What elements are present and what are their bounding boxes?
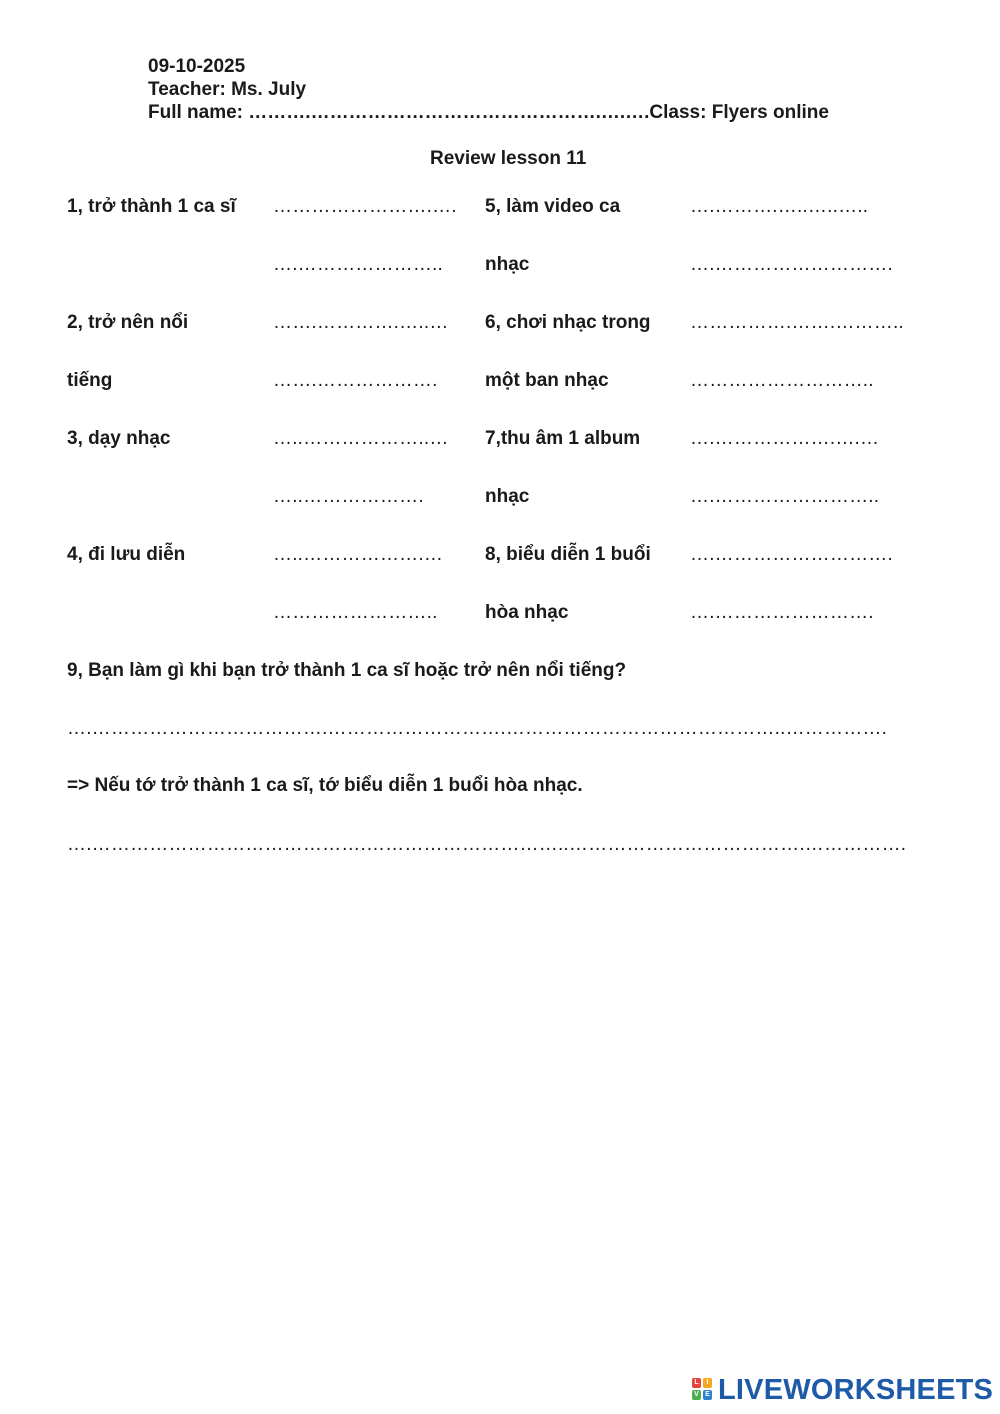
item-1-label: 1, trở thành 1 ca sĩ bbox=[67, 196, 236, 217]
item-8-answer-line-1[interactable]: ….………………………. bbox=[690, 544, 893, 565]
item-4-answer-line-2[interactable]: …………………….. bbox=[273, 602, 438, 623]
item-3-label: 3, dạy nhạc bbox=[67, 428, 171, 449]
mark-letter-i: I bbox=[703, 1378, 712, 1388]
item-6-label-cont: một ban nhạc bbox=[485, 370, 609, 391]
item-6-answer-line-2[interactable]: ……………………….. bbox=[690, 370, 874, 391]
page-title: Review lesson 11 bbox=[430, 148, 587, 169]
mark-letter-l: L bbox=[692, 1378, 701, 1388]
question-9-answer-line-2[interactable]: ….…………………………………….…………………………..……………………………….……………. bbox=[67, 834, 907, 855]
class-label: Class: Flyers online bbox=[649, 102, 829, 123]
item-1-answer-line-2[interactable]: ….………………….. bbox=[273, 254, 444, 275]
item-3-answer-line-2[interactable]: …..………………. bbox=[273, 486, 424, 507]
mark-letter-v: V bbox=[692, 1390, 701, 1400]
item-7-answer-line-1[interactable]: ….……………….….… bbox=[690, 428, 880, 449]
item-7-answer-line-2[interactable]: ….…………………….. bbox=[690, 486, 880, 507]
liveworksheets-brand-text: LIVEWORKSHEETS bbox=[718, 1373, 994, 1406]
item-8-label-cont: hòa nhạc bbox=[485, 602, 569, 623]
liveworksheets-logo bbox=[692, 1374, 993, 1406]
item-5-label-cont: nhạc bbox=[485, 254, 530, 275]
item-7-label-cont: nhạc bbox=[485, 486, 530, 507]
date-text: 09-10-2025 bbox=[148, 56, 246, 77]
question-9-text: 9, Bạn làm gì khi bạn trở thành 1 ca sĩ hoặc trở nên nổi tiếng? bbox=[67, 660, 627, 681]
item-4-label: 4, đi lưu diễn bbox=[67, 544, 186, 565]
item-2-answer-line-1[interactable]: …….………….…..… bbox=[273, 312, 449, 333]
item-3-answer-line-1[interactable]: …..………………..… bbox=[273, 428, 449, 449]
item-8-label: 8, biểu diễn 1 buổi bbox=[485, 544, 651, 565]
question-9-example: => Nếu tớ trở thành 1 ca sĩ, tớ biểu diễn 1 buổi hòa nhạc. bbox=[67, 775, 583, 796]
item-1-answer-line-1[interactable]: …………………….…. bbox=[273, 196, 457, 217]
item-2-label: 2, trở nên nổi bbox=[67, 312, 189, 333]
item-8-answer-line-2[interactable]: ….……………………. bbox=[690, 602, 874, 623]
item-5-answer-line-2[interactable]: ….………………………. bbox=[690, 254, 893, 275]
item-2-label-cont: tiếng bbox=[67, 370, 113, 391]
item-2-answer-line-2[interactable]: …….………………. bbox=[273, 370, 438, 391]
mark-letter-e: E bbox=[703, 1390, 712, 1400]
item-5-label: 5, làm video ca bbox=[485, 196, 621, 217]
item-5-answer-line-1[interactable]: ….……….…..…..….. bbox=[690, 196, 869, 217]
fullname-row bbox=[148, 102, 829, 124]
item-6-answer-line-1[interactable]: …………….…….……….. bbox=[690, 312, 904, 333]
fullname-answer-line[interactable]: ……….……………………………………….….…. bbox=[248, 102, 650, 123]
item-6-label: 6, chơi nhạc trong bbox=[485, 312, 651, 333]
item-7-label: 7,thu âm 1 album bbox=[485, 428, 641, 449]
item-4-answer-line-1[interactable]: …..……………….… bbox=[273, 544, 444, 565]
question-9-answer-line[interactable]: ….……………………………….……………………….……………………………………..……………. bbox=[67, 718, 888, 739]
fullname-label: Full name: bbox=[148, 102, 249, 123]
liveworksheets-mark-icon bbox=[692, 1378, 714, 1402]
teacher-text: Teacher: Ms. July bbox=[148, 79, 307, 100]
